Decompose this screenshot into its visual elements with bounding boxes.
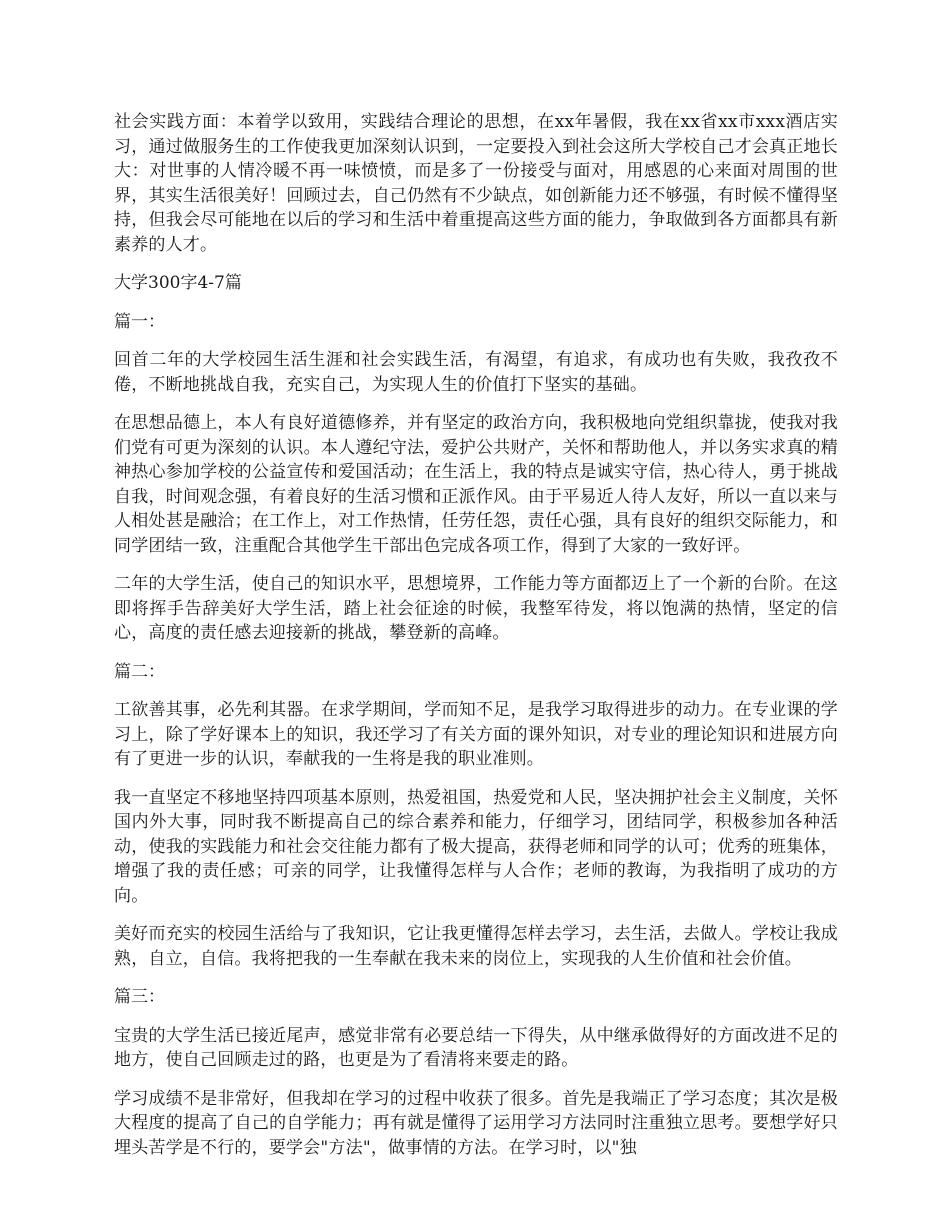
paragraph: 工欲善其事，必先利其器。在求学期间，学而知不足，是我学习取得进步的动力。在专业课的学习上，除了学好课本上的知识，我还学习了有关方面的课外知识，对专业的理论知识和进展方向有了更进一步的认识，奉献我的一生将是我的职业准则。 (114, 700, 838, 769)
section-title: 大学300字4-7篇 (114, 273, 242, 293)
paragraph: 学习成绩不是非常好，但我却在学习的过程中收获了很多。首先是我端正了学习态度；其次是极大程度的提高了自己的自学能力；再有就是懂得了运用学习方法同时注重独立思考。要想学好只埋头苦学是不行的，要学会"方法"，做事情的方法。在学习时，以"独 (114, 1088, 838, 1158)
paragraph: 在思想品德上，本人有良好道德修养，并有坚定的政治方向，我积极地向党组织靠拢，使我对我们党有可更为深刻的认识。本人遵纪守法，爱护公共财产，关怀和帮助他人，并以务实求真的精神热心参加学校的公益宣传和爱国活动；在生活上，我的特点是诚实守信，热心待人，勇于挑战自我，时间观念强，有着良好的生活习惯和正派作风。由于平易近人待人友好，所以一直以来与人相处甚是融洽；在工作上，对工作热情，任劳任怨，责任心强，具有良好的组织交际能力，和同学团结一致，注重配合其他学生干部出色完成各项工作，得到了大家的一致好评。 (114, 413, 838, 556)
chapter-heading-3: 篇三： (114, 987, 165, 1007)
paragraph: 二年的大学生活，使自己的知识水平，思想境界，工作能力等方面都迈上了一个新的台阶。在这即将挥手告辞美好大学生活，踏上社会征途的时候，我整军待发，将以饱满的热情，坚定的信心，高度的责任感去迎接新的挑战，攀登新的高峰。 (114, 574, 838, 643)
chapter-heading-1: 篇一： (114, 311, 165, 332)
paragraph: 回首二年的大学校园生活生涯和社会实践生活，有渴望，有追求，有成功也有失败，我孜孜不倦，不断地挑战自我，充实自己，为实现人生的价值打下坚实的基础。 (114, 350, 838, 395)
paragraph: 美好而充实的校园生活给与了我知识，它让我更懂得怎样去学习，去生活，去做人。学校让我成熟，自立，自信。我将把我的一生奉献在我未来的岗位上，实现我的人生价值和社会价值。 (114, 924, 838, 969)
document-page (114, 110, 838, 1174)
paragraph: 我一直坚定不移地坚持四项基本原则，热爱祖国，热爱党和人民，坚决拥护社会主义制度，关怀国内外大事，同时我不断提高自己的综合素养和能力，仔细学习，团结同学，积极参加各种活动，使我的实践能力和社会交往能力都有了极大提高，获得老师和同学的认可；优秀的班集体，增强了我的责任感；可亲的同学，让我懂得怎样与人合作；老师的教诲，为我指明了成功的方向。 (114, 787, 838, 906)
paragraph: 宝贵的大学生活已接近尾声，感觉非常有必要总结一下得失，从中继承做得好的方面改进不足的地方，使自己回顾走过的路，也更是为了看清将来要走的路。 (114, 1025, 838, 1070)
chapter-heading-2: 篇二： (114, 661, 165, 682)
paragraph-social-practice: 社会实践方面：本着学以致用，实践结合理论的思想，在xx年暑假，我在xx省xx市xxx酒店实习，通过做服务生的工作使我更加深刻认识到，一定要投入到社会这所大学校自己才会真正地长大：对世事的人情冷暖不再一味愤愤，而是多了一份接受与面对，用感恩的心来面对周围的世界，其实生活很美好！回顾过去，自己仍然有不少缺点，如创新能力还不够强，有时候不懂得坚持，但我会尽可能地在以后的学习和生活中着重提高这些方面的能力，争取做到各方面都具有新素养的人才。 (114, 112, 838, 255)
